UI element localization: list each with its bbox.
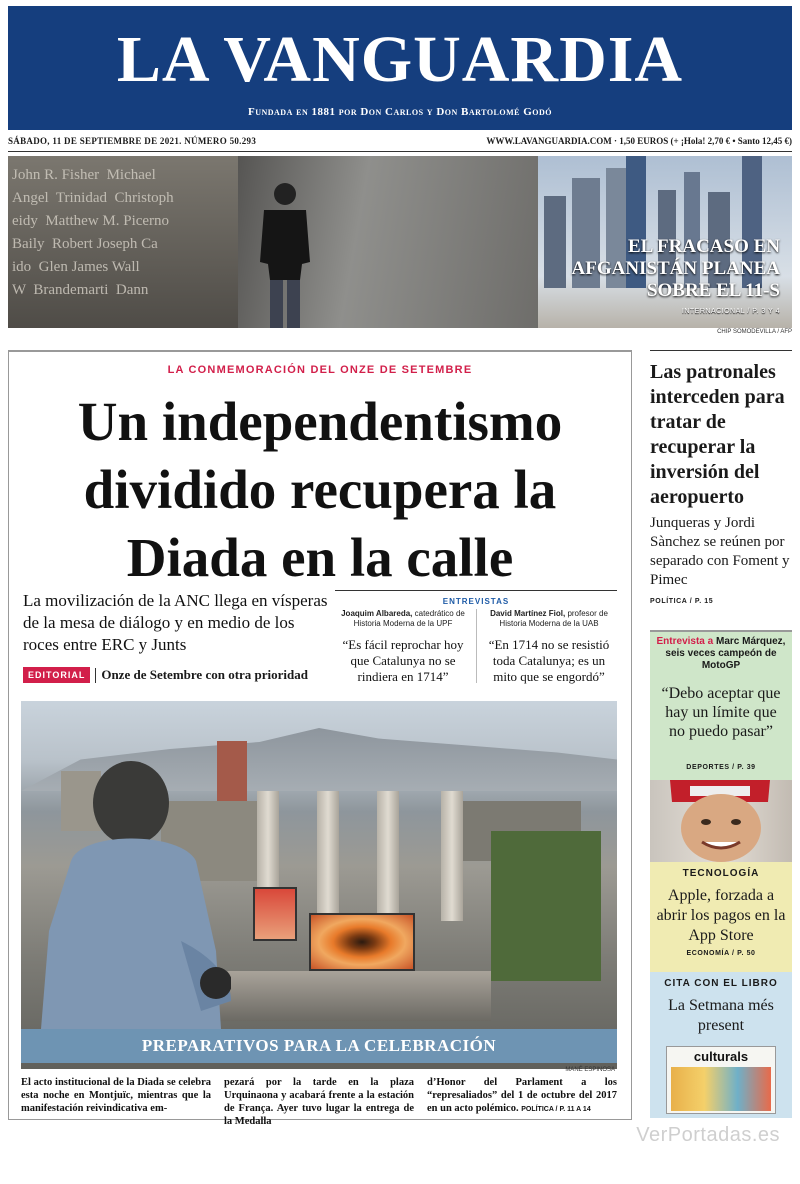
sidebar-books[interactable] [650,972,792,1118]
divider [650,350,792,351]
divider [95,668,96,683]
interview-quote: “Es fácil reprochar hoy que Catalunya no se rindiera en 1714” [342,637,464,684]
main-page-ref: POLÍTICA / P. 11 A 14 [521,1106,591,1113]
divider [8,151,792,152]
interview-intro-text: Marc Márquez, seis veces campeón de MotoGP [665,636,786,671]
body-column-3-text: d’Honor del Parlament a los “represaliados” del 1 de octubre del 2017 en un acto polémico. [427,1077,617,1114]
editorial-line[interactable] [23,666,308,683]
photo-credit: CHIP SOMODEVILLA / AFP [717,329,792,335]
portrait-image [650,780,792,862]
stage-screen [253,887,297,941]
venetian-tower [441,791,463,921]
date-issue: SÁBADO, 11 DE SEPTIEMBRE DE 2021. NÚMERO 50.293 [8,136,257,146]
magazine-title: culturals [693,1049,749,1064]
books-label: CITA CON EL LIBRO [664,978,778,989]
magazine-cover [666,1046,776,1114]
interviewee-credit [335,609,471,629]
magazine-illustration [671,1067,771,1111]
stage-platform [191,971,491,1021]
interviewee-name: Joaquim Albareda, [341,609,413,618]
interviewee-name: David Martínez Fiol, [490,609,566,618]
main-kicker: LA CONMEMORACIÓN DEL ONZE DE SETEMBRE [167,364,473,376]
sidebar-deck-text: Junqueras y Jordi Sànchez se reúnen por separado con Foment y Pimec [650,515,790,588]
interviewee-credit [481,609,617,629]
interviews-block [335,590,617,686]
body-column-1: El acto institucional de la Diada se celebra esta noche en Montjuïc, mientras que la manifestación reivindicativa em- [21,1077,211,1114]
newspaper-title: LA VANGUARDIA [116,23,684,96]
divider [476,609,477,683]
interview-intro [656,636,786,672]
top-story-page-ref: INTERNACIONAL / P. 3 Y 4 [681,308,780,315]
interviews-label: ENTREVISTAS [442,597,510,606]
main-deck: La movilización de la ANC llega en vísperas de la mesa de diálogo y en medio de los roces entre ERC y Junts [23,591,328,654]
top-story-headline[interactable] [550,236,780,302]
tech-headline: Apple, forzada a abrir los pagos en la App Store [656,887,786,944]
photo-credit: MANÉ ESPINOSA [565,1067,615,1073]
interview-quote: “Debo aceptar que hay un límite que no puedo pasar” [661,685,781,740]
trees [491,831,601,981]
main-headline[interactable]: Un independentismo dividido recupera la Diada en la calle [77,391,563,588]
main-photo[interactable] [21,701,617,1069]
website-price: WWW.LAVANGUARDIA.COM · 1,50 EUROS (+ ¡Hola! 2,70 € • Santo 12,45 €) [486,136,792,146]
interview-right[interactable] [481,609,617,685]
dateline [8,136,792,150]
marquez-portrait [650,780,792,862]
giant-eye-screen [309,913,415,971]
sidebar-headline: Las patronales interceden para tratar de recuperar la inversión del aeropuerto [650,361,785,508]
interview-page-ref: DEPORTES / P. 39 [686,764,756,771]
walking-person-figure [250,180,320,328]
interviewee-role: profesor de Historia Moderna de la UAB [499,609,608,628]
books-headline: La Setmana més present [668,997,774,1034]
photo-caption-bar [21,1029,617,1063]
masthead-subtitle: Fundada en 1881 por Don Carlos y Don Bartolomé Godó [247,106,553,118]
venetian-tower [317,791,339,921]
woman-figure [31,751,231,1029]
masthead [8,6,792,130]
interview-quote: “En 1714 no se resistió toda Catalunya; es un mito que se engordó” [488,637,610,684]
memorial-wall [8,156,238,328]
interviewee-role: catedrático de Historia Moderna de la UPF [353,609,465,628]
top-story-headline-text: EL FRACASO EN AFGANISTÁN PLANEA SOBRE EL 11-S [571,236,780,301]
interview-intro-label: Entrevista a [656,636,714,647]
sidebar-tech-apple[interactable] [650,862,792,972]
photo-caption: PREPARATIVOS PARA LA CELEBRACIÓN [141,1036,497,1055]
sidebar-deck [650,514,792,611]
tech-label: TECNOLOGÍA [682,868,760,879]
main-story [8,350,632,1127]
body-column-2: pezará por la tarde en la plaza Urquinaona y acabará frente a la estación de França. Ayer tuvo lugar la entrega de la Medalla [224,1077,414,1127]
sidebar-page-ref: POLÍTICA / P. 15 [650,598,714,605]
tech-page-ref: ECONOMÍA / P. 50 [686,950,756,957]
body-column-3 [427,1076,617,1116]
editorial-title: Onze de Setembre con otra prioridad [101,667,308,683]
interview-left[interactable] [335,609,471,685]
top-story-photo[interactable] [8,156,792,328]
site-watermark: VerPortadas.es [636,1124,780,1146]
sidebar-interview-marquez[interactable] [650,630,792,780]
editorial-tag: EDITORIAL [23,667,90,683]
memorial-names: John R. Fisher Michael Angel Trinidad Christoph eidy Matthew M. Picerno Baily Robert Joseph Ca ido Glen James Wall W Brandemarti Dann [12,167,174,298]
